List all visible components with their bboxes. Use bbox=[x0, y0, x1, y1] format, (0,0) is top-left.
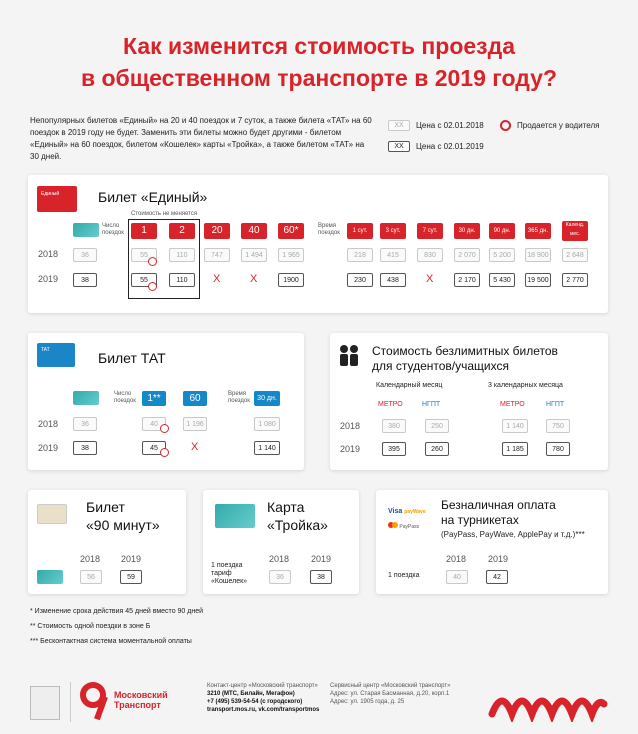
cashless-card: Visa payWave PayPass Безналичная оплата на турникетах (PayPass, PayWave, ApplePay и т.д.)*** 2018 2019 1 поездка 40 42 bbox=[376, 490, 608, 594]
troika-card-image bbox=[73, 391, 99, 405]
moscow-coat-of-arms-icon bbox=[30, 686, 60, 720]
edinyi-ticket-image: Единый bbox=[37, 186, 77, 212]
service-center: Сервисный центр «Московский транспорт» Адрес: ул. Старая Басманная, д.20, корп.1 Адрес: ул. 1905 года, д. 25 bbox=[330, 683, 451, 705]
steering-wheel-icon bbox=[160, 448, 169, 457]
page-title: Как изменится стоимость проезда в общественном транспорте в 2019 году? bbox=[80, 33, 558, 91]
m90-ticket-image bbox=[37, 504, 67, 524]
troika-card: Карта «Тройка» 2018 2019 1 поездка тариф «Кошелек» 36 38 bbox=[203, 490, 359, 594]
contact-center: Контакт-центр «Московский транспорт» 3210 (МТС, Билайн, Мегафон) +7 (495) 539-54-54 (с городского) transport.mos.ru, vk.com/transportmos bbox=[207, 683, 320, 713]
footnote: *** Бесконтактная система моментальной оплаты bbox=[30, 638, 192, 645]
footnote: * Изменение срока действия 45 дней вместо 90 дней bbox=[30, 608, 204, 615]
edinyi-card: Единый Билет «Единый» Стоимость не меняется Число поездок 1 2 20 40 60* Время поездок 1 сут. 3 сут. 7 сут. 30 дн. 90 дн. 365 дн. Календ. мес. 2018 36 55 110 747 1 494 1 965 218 415 830 2 070 5 200 18 900 2 648 2019 38 55 110 X X 1900 230 438 X 2 170 5 430 19 500 2 770 bbox=[28, 175, 608, 313]
troika-card-image bbox=[215, 504, 255, 528]
steering-wheel-icon bbox=[160, 424, 169, 433]
edinyi-heading: Билет «Единый» bbox=[98, 189, 208, 205]
legend-new: XX Цена с 02.01.2019 bbox=[388, 141, 484, 152]
troika-card-image bbox=[37, 570, 63, 584]
troika-label: 1 поездка тариф «Кошелек» bbox=[211, 562, 248, 585]
brand-text: Московский Транспорт bbox=[114, 690, 168, 710]
steering-wheel-icon bbox=[500, 120, 511, 131]
transport-pattern-logo bbox=[488, 684, 608, 722]
tat-heading: Билет ТАТ bbox=[98, 350, 166, 366]
steering-wheel-icon bbox=[148, 257, 157, 266]
footnote: ** Стоимость одной поездки в зоне Б bbox=[30, 623, 151, 630]
legend-driver: Продается у водителя bbox=[500, 120, 599, 131]
steering-wheel-icon bbox=[148, 282, 157, 291]
mostransport-logo-icon bbox=[80, 682, 116, 722]
tat-ticket-image: TAT bbox=[37, 343, 75, 367]
paypass-logo: PayPass bbox=[388, 522, 419, 530]
divider bbox=[70, 682, 71, 722]
intro-text: Непопулярных билетов «Единый» на 20 и 40 поездок и 7 суток, а также билета «ТАТ» на 60 поездок в 2019 году не будет. Заменить эти билеты можно будет другими - билетом «Единый» на 60 поездок, билетом «Кошелек» карты «Тройка», а также билетом «ТАТ» на 30 дней. bbox=[30, 116, 372, 161]
m90-card: Билет «90 минут» 2018 2019 56 59 bbox=[28, 490, 186, 594]
troika-card-image bbox=[73, 223, 99, 237]
tat-card: TAT Билет ТАТ Число поездок 1** 60 Время поездок 30 дн. 2018 36 40 1 196 1 080 2019 38 45 X 1 140 bbox=[28, 333, 304, 470]
students-icon bbox=[340, 345, 360, 367]
unlimited-card: Стоимость безлимитных билетов для студентов/учащихся Календарный месяц 3 календарных месяца МЕТРО НГПТ МЕТРО НГПТ 2018 380 250 1 140 750 2019 395 260 1 185 780 bbox=[330, 333, 608, 470]
legend-old: XX Цена с 02.01.2018 bbox=[388, 120, 484, 131]
visa-paywave-logo: Visa payWave bbox=[388, 508, 426, 515]
